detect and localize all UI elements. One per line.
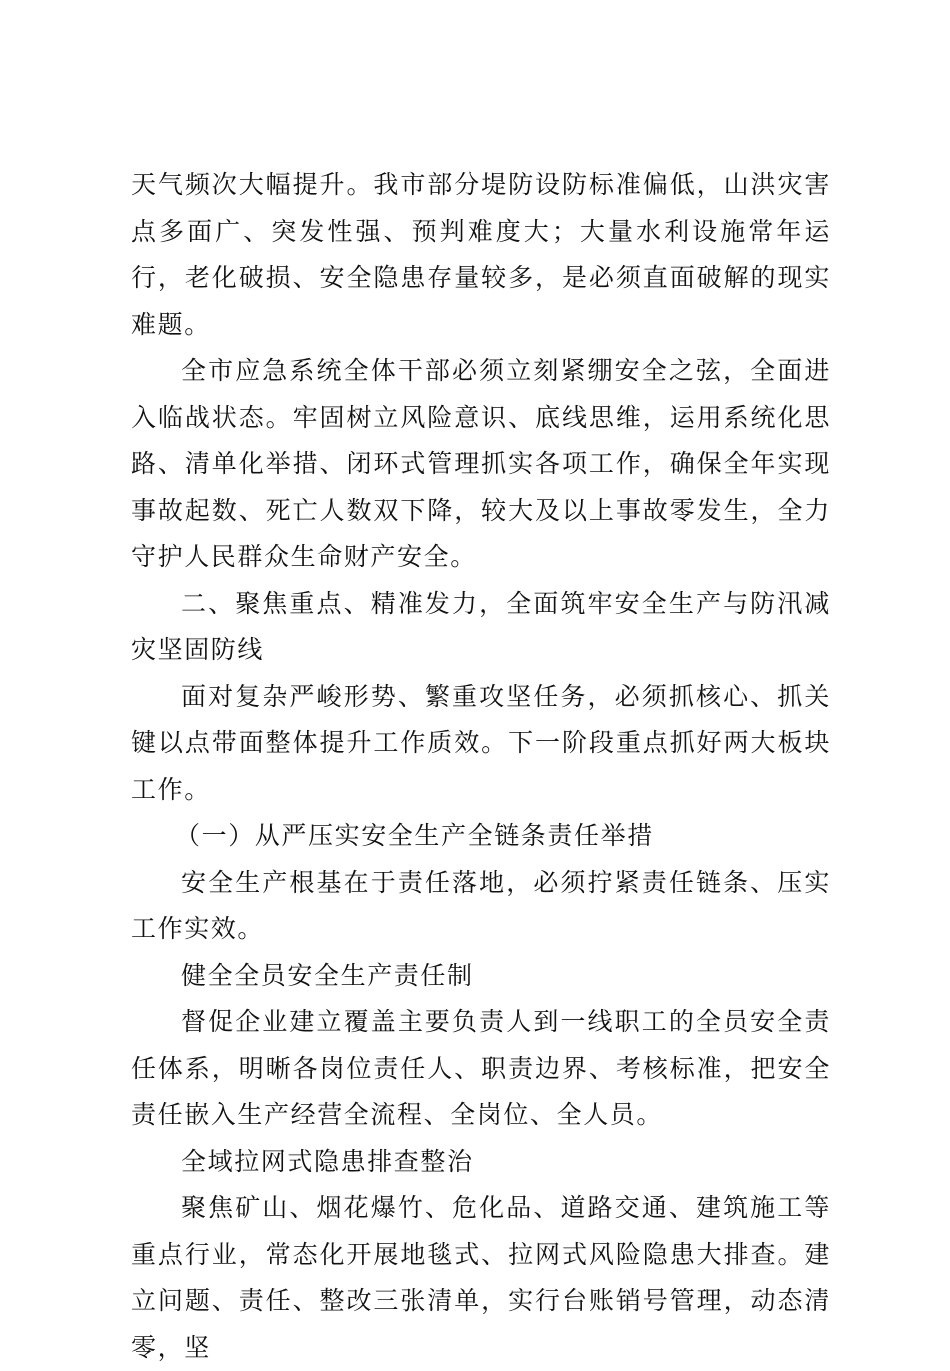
document-body — [131, 162, 831, 1371]
item-heading-hazard-inspection: 全域拉网式隐患排查整治 — [181, 1146, 474, 1176]
subsection-heading-one: （一）从严压实安全生产全链条责任举措 — [175, 821, 654, 850]
paragraph-hazard-inspection: 聚焦矿山、烟花爆竹、危化品、道路交通、建筑施工等重点行业，常态化开展地毯式、拉网式风险隐患大排查。建立问题、责任、整改三张清单，实行台账销号管理，动态清零，坚 — [131, 1193, 831, 1362]
paragraph-focus-tasks: 面对复杂严峻形势、繁重攻坚任务，必须抓核心、抓关键以点带面整体提升工作质效。下一阶段重点抓好两大板块工作。 — [131, 681, 831, 804]
paragraph-responsibility-system: 督促企业建立覆盖主要负责人到一线职工的全员安全责任体系，明晰各岗位责任人、职责边界、考核标准，把安全责任嵌入生产经营全流程、全岗位、全人员。 — [131, 1007, 831, 1129]
paragraph-continuation: 天气频次大幅提升。我市部分堤防设防标准偏低，山洪灾害点多面广、突发性强、预判难度大；大量水利设施常年运行，老化破损、安全隐患存量较多，是必须直面破解的现实难题。 — [131, 170, 831, 339]
paragraph-responsibility: 安全生产根基在于责任落地，必须拧紧责任链条、压实工作实效。 — [131, 867, 831, 943]
item-heading-responsibility-system: 健全全员安全生产责任制 — [181, 960, 474, 990]
section-heading-two: 二、聚焦重点、精准发力，全面筑牢安全生产与防汛减灾坚固防线 — [131, 588, 831, 664]
paragraph-safety-alert: 全市应急系统全体干部必须立刻紧绷安全之弦，全面进入临战状态。牢固树立风险意识、底线思维，运用系统化思路、清单化举措、闭环式管理抓实各项工作，确保全年实现事故起数、死亡人数双下降，较大及以上事故零发生，全力守护人民群众生命财产安全。 — [131, 356, 831, 571]
